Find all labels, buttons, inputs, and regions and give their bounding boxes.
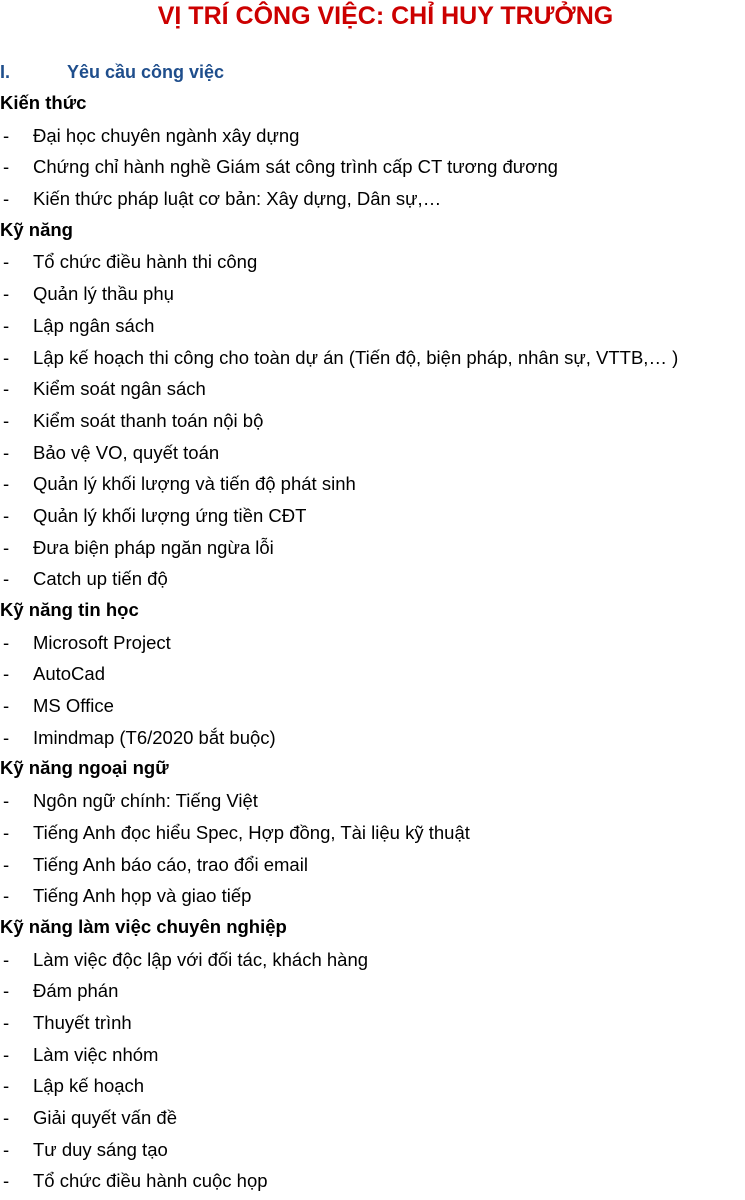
group-heading-text: Kiến thức: [0, 92, 87, 113]
section-label: Yêu cầu công việc: [67, 62, 225, 82]
list-item: [0, 151, 745, 183]
bullet-dash: -: [3, 948, 10, 970]
list-item-text: Quản lý thầu phụ: [33, 283, 174, 305]
bullet-dash: -: [3, 790, 10, 812]
bullet-dash: -: [3, 188, 10, 210]
bullet-dash: -: [3, 251, 10, 273]
list-item: [0, 500, 745, 532]
requirements-list: [0, 88, 745, 1197]
bullet-dash: -: [3, 885, 10, 907]
list-item-text: Làm việc độc lập với đối tác, khách hàng: [33, 948, 369, 970]
group-heading: [0, 912, 745, 944]
list-item: [0, 310, 745, 342]
list-item: [0, 880, 745, 912]
list-item-text: Tiếng Anh báo cáo, trao đổi email: [33, 853, 308, 875]
bullet-dash: -: [3, 1075, 10, 1097]
list-item-text: Tổ chức điều hành thi công: [33, 251, 258, 273]
list-item-text: Chứng chỉ hành nghề Giám sát công trình cấp CT tương đương: [33, 156, 558, 178]
bullet-dash: -: [3, 536, 10, 558]
list-item: [0, 817, 745, 849]
list-item-text: Quản lý khối lượng ứng tiền CĐT: [33, 504, 307, 526]
bullet-dash: -: [3, 1138, 10, 1160]
group-heading-text: Kỹ năng ngoại ngữ: [0, 757, 169, 779]
list-item: [0, 1134, 745, 1166]
list-item: [0, 373, 745, 405]
list-item-text: Thuyết trình: [33, 1011, 132, 1033]
bullet-dash: -: [3, 346, 10, 368]
list-item: [0, 627, 745, 659]
list-item-text: AutoCad: [33, 663, 105, 685]
bullet-dash: -: [3, 568, 10, 590]
list-item-text: Kiến thức pháp luật cơ bản: Xây dựng, Dân sự,…: [33, 188, 442, 210]
list-item-text: Lập kế hoạch: [33, 1075, 145, 1097]
bullet-dash: -: [3, 124, 10, 146]
list-item: [0, 342, 745, 374]
list-item-text: Đưa biện pháp ngăn ngừa lỗi: [33, 536, 274, 558]
list-item: [0, 405, 745, 437]
bullet-dash: -: [3, 441, 10, 463]
list-item: [0, 1070, 745, 1102]
list-item-text: Lập ngân sách: [33, 314, 155, 336]
bullet-dash: -: [3, 631, 10, 653]
list-item: [0, 532, 745, 564]
bullet-dash: -: [3, 1011, 10, 1033]
list-item: [0, 246, 745, 278]
list-item-text: Tổ chức điều hành cuộc họp: [33, 1170, 268, 1192]
group-heading: [0, 88, 745, 120]
list-item: [0, 1007, 745, 1039]
list-item: [0, 1165, 745, 1197]
bullet-dash: -: [3, 1043, 10, 1065]
list-item: [0, 690, 745, 722]
list-item: [0, 944, 745, 976]
list-item-text: Quản lý khối lượng và tiến độ phát sinh: [33, 473, 356, 495]
list-item-text: Bảo vệ VO, quyết toán: [33, 441, 220, 463]
list-item: [0, 437, 745, 469]
bullet-dash: -: [3, 283, 10, 305]
bullet-dash: -: [3, 726, 10, 748]
bullet-dash: -: [3, 156, 10, 178]
bullet-dash: -: [3, 821, 10, 843]
list-item: [0, 278, 745, 310]
list-item-text: Kiểm soát thanh toán nội bộ: [33, 409, 264, 431]
section-number: I.: [0, 62, 11, 82]
bullet-dash: -: [3, 378, 10, 400]
group-heading-text: Kỹ năng làm việc chuyên nghiệp: [0, 915, 287, 937]
group-heading-text: Kỹ năng: [0, 218, 73, 240]
list-item: [0, 785, 745, 817]
list-item: [0, 849, 745, 881]
bullet-dash: -: [3, 473, 10, 495]
list-item-text: Tiếng Anh đọc hiểu Spec, Hợp đồng, Tài liệu kỹ thuật: [33, 821, 470, 843]
bullet-dash: -: [3, 504, 10, 526]
group-heading: [0, 215, 745, 247]
list-item: [0, 1039, 745, 1071]
list-item-text: Imindmap (T6/2020 bắt buộc): [33, 726, 276, 748]
bullet-dash: -: [3, 314, 10, 336]
list-item-text: Microsoft Project: [33, 631, 171, 653]
page-title: VỊ TRÍ CÔNG VIỆC: CHỈ HUY TRƯỞNG: [157, 2, 614, 30]
list-item: [0, 975, 745, 1007]
bullet-dash: -: [3, 409, 10, 431]
list-item: [0, 722, 745, 754]
group-heading-text: Kỹ năng tin học: [0, 599, 139, 620]
list-item-text: Lập kế hoạch thi công cho toàn dự án (Tiến độ, biện pháp, nhân sự, VTTB,… ): [33, 346, 679, 368]
list-item-text: Catch up tiến độ: [33, 568, 168, 590]
list-item-text: Tư duy sáng tạo: [33, 1138, 168, 1160]
list-item: [0, 658, 745, 690]
list-item-text: Làm việc nhóm: [33, 1043, 159, 1065]
group-heading: [0, 595, 745, 627]
bullet-dash: -: [3, 853, 10, 875]
list-item: [0, 1102, 745, 1134]
bullet-dash: -: [3, 663, 10, 685]
bullet-dash: -: [3, 980, 10, 1002]
list-item-text: Đại học chuyên ngành xây dựng: [33, 124, 300, 146]
list-item: [0, 120, 745, 152]
list-item-text: MS Office: [33, 695, 114, 717]
group-heading: [0, 753, 745, 785]
bullet-dash: -: [3, 695, 10, 717]
bullet-dash: -: [3, 1107, 10, 1128]
list-item-text: Đám phán: [33, 980, 119, 1002]
list-item-text: Kiểm soát ngân sách: [33, 378, 206, 400]
list-item-text: Ngôn ngữ chính: Tiếng Việt: [33, 790, 258, 812]
list-item-text: Tiếng Anh họp và giao tiếp: [33, 885, 252, 907]
list-item: [0, 563, 745, 595]
list-item: [0, 468, 745, 500]
list-item-text: Giải quyết vấn đề: [33, 1107, 177, 1128]
bullet-dash: -: [3, 1170, 10, 1192]
list-item: [0, 183, 745, 215]
